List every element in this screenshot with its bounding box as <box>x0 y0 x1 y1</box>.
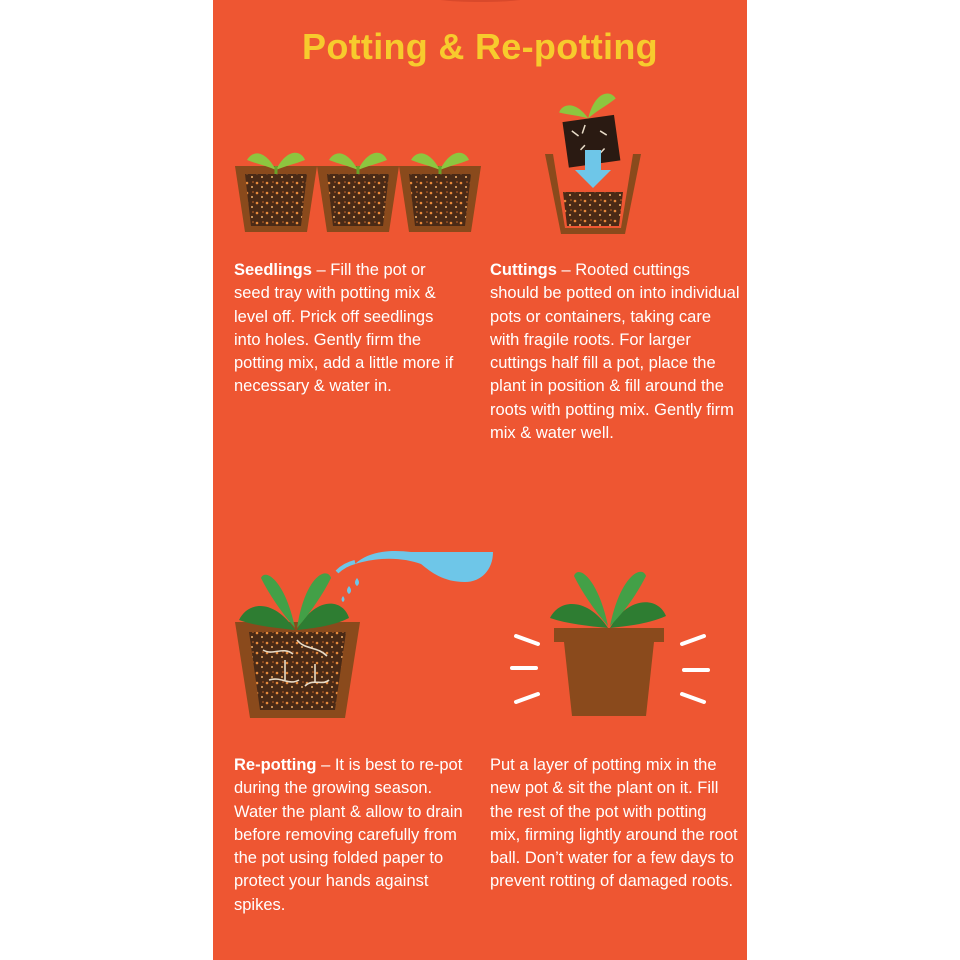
cuttings-paragraph <box>490 259 740 445</box>
repotting-text: – It is best to re-pot during the growing season. Water the plant & allow to drain before removing carefully from the pot using folded paper to protect your hands against spikes. <box>234 756 463 914</box>
repotted-plant-icon <box>508 556 718 721</box>
repotting-heading: Re-potting <box>234 756 317 774</box>
seedling-pots-icon <box>235 140 485 240</box>
infographic-panel <box>213 0 747 960</box>
cuttings-heading: Cuttings <box>490 261 557 279</box>
repotting-paragraph <box>234 754 466 917</box>
seedlings-text: – Fill the pot or seed tray with potting mix & level off. Prick off seedlings into holes. Gently firm the potting mix, add a little more if necessary & water in. <box>234 261 454 396</box>
page-title: Potting & Re-potting <box>302 26 658 67</box>
cuttings-text: – Rooted cuttings should be potted on into individual pots or containers, taking care with fragile roots. For larger cuttings half fill a pot, place the plant in position & fill around the roots with potting mix. Gently firm mix & water well. <box>490 261 740 443</box>
seedlings-paragraph <box>234 259 464 399</box>
seedlings-heading: Seedlings <box>234 261 312 279</box>
rooted-plant-pot-icon <box>235 560 360 720</box>
cutting-insert-icon <box>543 88 643 238</box>
final-step-text: Put a layer of potting mix in the new pot & sit the plant on it. Fill the rest of the pot with potting mix, firming lightly around the root ball. Don’t water for a few days to prevent rotting of damaged roots. <box>490 756 738 891</box>
top-decoration <box>423 0 538 2</box>
final-step-paragraph <box>490 754 740 894</box>
